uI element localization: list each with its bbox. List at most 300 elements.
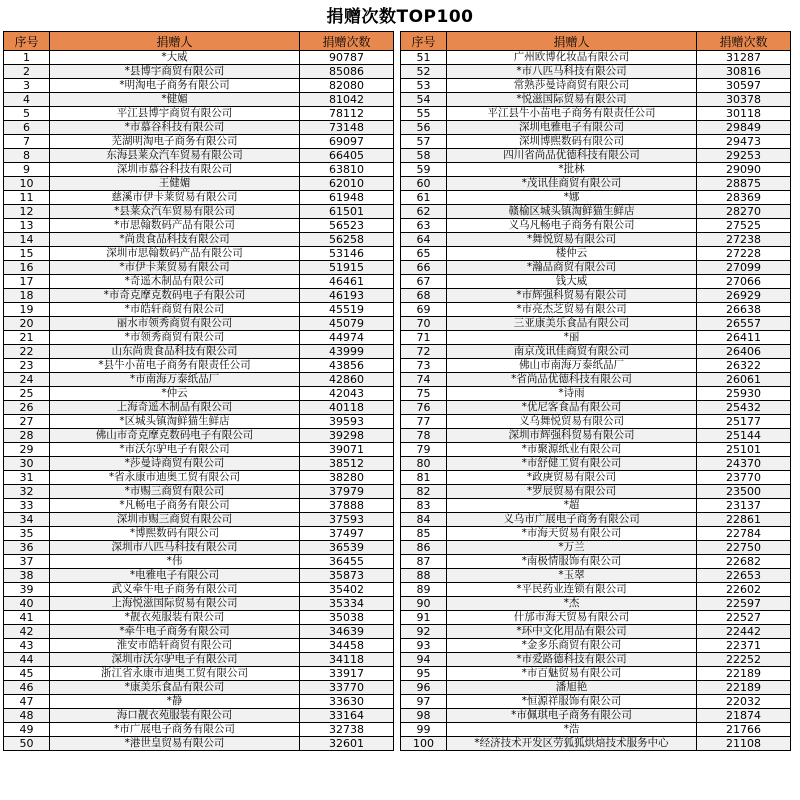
table-row — [401, 611, 791, 625]
donation-count-cell: 37979 — [300, 485, 394, 499]
donor-name-cell: *娜 — [447, 191, 697, 205]
donor-name-cell: *电雅电子有限公司 — [50, 569, 300, 583]
rank-cell: 58 — [401, 149, 447, 163]
table-row — [4, 107, 394, 121]
donation-table-right — [400, 31, 791, 751]
donation-count-cell: 30378 — [697, 93, 791, 107]
header-count: 捐赠次数 — [697, 32, 791, 51]
donation-count-cell: 22861 — [697, 513, 791, 527]
rank-cell: 1 — [4, 51, 50, 65]
table-row — [4, 471, 394, 485]
donor-name-cell: *市舒健工贸有限公司 — [447, 457, 697, 471]
donor-name-cell: *尚贵食品科技有限公司 — [50, 233, 300, 247]
rank-cell: 93 — [401, 639, 447, 653]
donation-count-cell: 22527 — [697, 611, 791, 625]
rank-cell: 3 — [4, 79, 50, 93]
rank-cell: 54 — [401, 93, 447, 107]
donation-count-cell: 42860 — [300, 373, 394, 387]
donation-count-cell: 33770 — [300, 681, 394, 695]
donor-name-cell: 义乌凡畅电子商务有限公司 — [447, 219, 697, 233]
donor-name-cell: 芜湖明淘电子商务有限公司 — [50, 135, 300, 149]
donor-name-cell: 常熟莎曼诗商贸有限公司 — [447, 79, 697, 93]
donor-name-cell: 淮安市皓轩商贸有限公司 — [50, 639, 300, 653]
table-row — [4, 387, 394, 401]
donation-count-cell: 51915 — [300, 261, 394, 275]
rank-cell: 59 — [401, 163, 447, 177]
donor-name-cell: *市佩琪电子商务有限公司 — [447, 709, 697, 723]
donation-count-cell: 44974 — [300, 331, 394, 345]
donor-name-cell: *健媚 — [50, 93, 300, 107]
table-row — [401, 79, 791, 93]
rank-cell: 82 — [401, 485, 447, 499]
donation-count-cell: 63810 — [300, 163, 394, 177]
table-row — [4, 709, 394, 723]
rank-cell: 63 — [401, 219, 447, 233]
donation-count-cell: 45519 — [300, 303, 394, 317]
table-row — [4, 303, 394, 317]
table-row — [401, 51, 791, 65]
donor-name-cell: *牵牛电子商务有限公司 — [50, 625, 300, 639]
table-row — [401, 219, 791, 233]
table-header-row — [401, 32, 791, 51]
rank-cell: 38 — [4, 569, 50, 583]
donation-count-cell: 22189 — [697, 667, 791, 681]
table-row — [401, 275, 791, 289]
donor-name-cell: *杰 — [447, 597, 697, 611]
donation-count-cell: 53146 — [300, 247, 394, 261]
rank-cell: 4 — [4, 93, 50, 107]
donor-name-cell: *诗雨 — [447, 387, 697, 401]
table-row — [4, 345, 394, 359]
donation-count-cell: 56258 — [300, 233, 394, 247]
table-row — [401, 149, 791, 163]
donation-count-cell: 26411 — [697, 331, 791, 345]
donation-count-cell: 32738 — [300, 723, 394, 737]
rank-cell: 17 — [4, 275, 50, 289]
donation-count-cell: 22252 — [697, 653, 791, 667]
rank-cell: 19 — [4, 303, 50, 317]
donor-name-cell: *南极情服饰有限公司 — [447, 555, 697, 569]
table-header-row — [4, 32, 394, 51]
rank-cell: 33 — [4, 499, 50, 513]
table-row — [401, 485, 791, 499]
donation-count-cell: 30118 — [697, 107, 791, 121]
rank-cell: 11 — [4, 191, 50, 205]
donor-name-cell: 上海奇遥木制品有限公司 — [50, 401, 300, 415]
rank-cell: 44 — [4, 653, 50, 667]
rank-cell: 74 — [401, 373, 447, 387]
donor-name-cell: *伟 — [50, 555, 300, 569]
table-row — [4, 625, 394, 639]
donor-name-cell: *金多乐商贸有限公司 — [447, 639, 697, 653]
donation-count-cell: 35873 — [300, 569, 394, 583]
donation-count-cell: 33164 — [300, 709, 394, 723]
table-row — [4, 247, 394, 261]
table-row — [4, 373, 394, 387]
rank-cell: 43 — [4, 639, 50, 653]
donation-count-cell: 22602 — [697, 583, 791, 597]
donor-name-cell: 三亚康美乐食品有限公司 — [447, 317, 697, 331]
rank-cell: 25 — [4, 387, 50, 401]
donation-count-cell: 90787 — [300, 51, 394, 65]
rank-cell: 76 — [401, 401, 447, 415]
rank-cell: 42 — [4, 625, 50, 639]
table-row — [4, 499, 394, 513]
rank-cell: 55 — [401, 107, 447, 121]
table-row — [401, 415, 791, 429]
rank-cell: 83 — [401, 499, 447, 513]
rank-cell: 5 — [4, 107, 50, 121]
donor-name-cell: 四川省尚品优德科技有限公司 — [447, 149, 697, 163]
rank-cell: 96 — [401, 681, 447, 695]
donation-count-cell: 27066 — [697, 275, 791, 289]
table-row — [4, 65, 394, 79]
donation-count-cell: 36455 — [300, 555, 394, 569]
rank-cell: 81 — [401, 471, 447, 485]
table-row — [401, 723, 791, 737]
rank-cell: 87 — [401, 555, 447, 569]
donation-count-cell: 56523 — [300, 219, 394, 233]
rank-cell: 51 — [401, 51, 447, 65]
rank-cell: 13 — [4, 219, 50, 233]
donation-count-cell: 85086 — [300, 65, 394, 79]
rank-cell: 40 — [4, 597, 50, 611]
donor-name-cell: *静 — [50, 695, 300, 709]
rank-cell: 99 — [401, 723, 447, 737]
header-donor: 捐赠人 — [447, 32, 697, 51]
table-row — [401, 359, 791, 373]
donor-name-cell: *恒源祥服饰有限公司 — [447, 695, 697, 709]
donor-name-cell: *平民药业连锁有限公司 — [447, 583, 697, 597]
rank-cell: 97 — [401, 695, 447, 709]
donor-name-cell: 佛山市南海万泰纸品厂 — [447, 359, 697, 373]
donor-name-cell: *玉翠 — [447, 569, 697, 583]
table-row — [4, 541, 394, 555]
rank-cell: 16 — [4, 261, 50, 275]
donor-name-cell: 深圳博熙数码有限公司 — [447, 135, 697, 149]
donation-count-cell: 21766 — [697, 723, 791, 737]
donor-name-cell: *经济技术开发区劳狐狐烘焙技术服务中心 — [447, 737, 697, 751]
table-row — [4, 121, 394, 135]
donation-count-cell: 21108 — [697, 737, 791, 751]
table-row — [401, 443, 791, 457]
rank-cell: 35 — [4, 527, 50, 541]
donation-count-cell: 62010 — [300, 177, 394, 191]
table-body-left — [4, 51, 394, 751]
donor-name-cell: *区城头镇淘鲜猫生鲜店 — [50, 415, 300, 429]
rank-cell: 34 — [4, 513, 50, 527]
donor-name-cell: 海口靓衣苑服装有限公司 — [50, 709, 300, 723]
table-row — [4, 555, 394, 569]
table-row — [4, 233, 394, 247]
donor-name-cell: 深圳市思翰数码产品有限公司 — [50, 247, 300, 261]
donor-name-cell: *瀚品商贸有限公司 — [447, 261, 697, 275]
donation-count-cell: 23500 — [697, 485, 791, 499]
table-body-right — [401, 51, 791, 751]
rank-cell: 66 — [401, 261, 447, 275]
donation-count-cell: 28369 — [697, 191, 791, 205]
rank-cell: 70 — [401, 317, 447, 331]
donor-name-cell: 楼仲云 — [447, 247, 697, 261]
table-row — [4, 737, 394, 751]
table-row — [4, 261, 394, 275]
table-row — [4, 79, 394, 93]
table-row — [4, 415, 394, 429]
table-row — [401, 569, 791, 583]
donor-name-cell: 广州欧博化妆品有限公司 — [447, 51, 697, 65]
rank-cell: 57 — [401, 135, 447, 149]
donor-name-cell: *大威 — [50, 51, 300, 65]
table-row — [4, 135, 394, 149]
table-row — [401, 653, 791, 667]
table-row — [4, 513, 394, 527]
donor-name-cell: 深圳电雅电子有限公司 — [447, 121, 697, 135]
donation-count-cell: 38280 — [300, 471, 394, 485]
donor-name-cell: 深圳市慕谷科技有限公司 — [50, 163, 300, 177]
donation-count-cell: 31287 — [697, 51, 791, 65]
table-row — [4, 527, 394, 541]
table-row — [401, 541, 791, 555]
table-row — [401, 373, 791, 387]
donor-name-cell: *明淘电子商务有限公司 — [50, 79, 300, 93]
donation-count-cell: 45079 — [300, 317, 394, 331]
rank-cell: 92 — [401, 625, 447, 639]
donation-count-cell: 23770 — [697, 471, 791, 485]
table-row — [401, 597, 791, 611]
table-row — [4, 667, 394, 681]
rank-cell: 65 — [401, 247, 447, 261]
donation-count-cell: 38512 — [300, 457, 394, 471]
donor-name-cell: *市海天贸易有限公司 — [447, 527, 697, 541]
rank-cell: 95 — [401, 667, 447, 681]
donor-name-cell: *省永康市迪奥工贸有限公司 — [50, 471, 300, 485]
donor-name-cell: *市聚源纸业有限公司 — [447, 443, 697, 457]
donor-name-cell: *超 — [447, 499, 697, 513]
table-row — [4, 485, 394, 499]
donor-name-cell: *舞悦贸易有限公司 — [447, 233, 697, 247]
donor-name-cell: 丽水市领秀商贸有限公司 — [50, 317, 300, 331]
donation-count-cell: 29849 — [697, 121, 791, 135]
donor-name-cell: *市领秀商贸有限公司 — [50, 331, 300, 345]
donor-name-cell: *政庚贸易有限公司 — [447, 471, 697, 485]
rank-cell: 31 — [4, 471, 50, 485]
donor-name-cell: 义乌市广展电子商务有限公司 — [447, 513, 697, 527]
table-row — [4, 149, 394, 163]
donation-count-cell: 61501 — [300, 205, 394, 219]
donor-name-cell: *康美乐食品有限公司 — [50, 681, 300, 695]
donation-count-cell: 34458 — [300, 639, 394, 653]
donor-name-cell: 山东尚贵食品科技有限公司 — [50, 345, 300, 359]
donation-count-cell: 43856 — [300, 359, 394, 373]
rank-cell: 32 — [4, 485, 50, 499]
table-row — [4, 639, 394, 653]
table-row — [401, 135, 791, 149]
rank-cell: 21 — [4, 331, 50, 345]
table-row — [4, 51, 394, 65]
table-row — [401, 205, 791, 219]
header-rank: 序号 — [401, 32, 447, 51]
rank-cell: 14 — [4, 233, 50, 247]
donor-name-cell: 南京茂讯佳商贸有限公司 — [447, 345, 697, 359]
donation-count-cell: 66405 — [300, 149, 394, 163]
rank-cell: 71 — [401, 331, 447, 345]
rank-cell: 6 — [4, 121, 50, 135]
rank-cell: 36 — [4, 541, 50, 555]
donation-count-cell: 35038 — [300, 611, 394, 625]
donor-name-cell: *港世皇贸易有限公司 — [50, 737, 300, 751]
donation-count-cell: 78112 — [300, 107, 394, 121]
rank-cell: 68 — [401, 289, 447, 303]
rank-cell: 61 — [401, 191, 447, 205]
donation-count-cell: 33917 — [300, 667, 394, 681]
table-row — [4, 289, 394, 303]
rank-cell: 29 — [4, 443, 50, 457]
table-row — [401, 695, 791, 709]
rank-cell: 73 — [401, 359, 447, 373]
donation-count-cell: 33630 — [300, 695, 394, 709]
rank-cell: 64 — [401, 233, 447, 247]
table-row — [401, 191, 791, 205]
table-row — [4, 317, 394, 331]
donation-count-cell: 27238 — [697, 233, 791, 247]
donor-name-cell: 浙江省永康市迪奥工贸有限公司 — [50, 667, 300, 681]
donor-name-cell: *市南海万泰纸品厂 — [50, 373, 300, 387]
donation-count-cell: 34118 — [300, 653, 394, 667]
rank-cell: 37 — [4, 555, 50, 569]
table-row — [401, 499, 791, 513]
donation-count-cell: 26406 — [697, 345, 791, 359]
donor-name-cell: *市爱路德科技有限公司 — [447, 653, 697, 667]
page-title: 捐赠次数TOP100 — [326, 7, 474, 27]
rank-cell: 23 — [4, 359, 50, 373]
header-rank: 序号 — [4, 32, 50, 51]
rank-cell: 72 — [401, 345, 447, 359]
donation-count-cell: 39593 — [300, 415, 394, 429]
table-row — [401, 107, 791, 121]
donation-count-cell: 29253 — [697, 149, 791, 163]
donation-count-cell: 26322 — [697, 359, 791, 373]
rank-cell: 84 — [401, 513, 447, 527]
rank-cell: 77 — [401, 415, 447, 429]
donation-count-cell: 21874 — [697, 709, 791, 723]
donation-count-cell: 29090 — [697, 163, 791, 177]
donation-count-cell: 26061 — [697, 373, 791, 387]
table-row — [401, 555, 791, 569]
donation-count-cell: 82080 — [300, 79, 394, 93]
donor-name-cell: *优尼客食品有限公司 — [447, 401, 697, 415]
rank-cell: 78 — [401, 429, 447, 443]
donation-count-cell: 29473 — [697, 135, 791, 149]
donor-name-cell: *市沃尔驴电子有限公司 — [50, 443, 300, 457]
table-row — [401, 387, 791, 401]
table-row — [401, 639, 791, 653]
table-row — [4, 219, 394, 233]
table-row — [4, 429, 394, 443]
donation-count-cell: 30816 — [697, 65, 791, 79]
table-row — [401, 317, 791, 331]
donation-count-cell: 22750 — [697, 541, 791, 555]
donation-count-cell: 24370 — [697, 457, 791, 471]
donor-name-cell: *省尚品优德科技有限公司 — [447, 373, 697, 387]
table-row — [4, 331, 394, 345]
donor-name-cell: 佛山市奇克摩克数码电子有限公司 — [50, 429, 300, 443]
table-row — [401, 247, 791, 261]
rank-cell: 12 — [4, 205, 50, 219]
table-row — [4, 681, 394, 695]
table-row — [4, 583, 394, 597]
donation-count-cell: 61948 — [300, 191, 394, 205]
donor-name-cell: *莎曼诗商贸有限公司 — [50, 457, 300, 471]
rank-cell: 91 — [401, 611, 447, 625]
donor-name-cell: 上海悦滋国际贸易有限公司 — [50, 597, 300, 611]
rank-cell: 24 — [4, 373, 50, 387]
donation-count-cell: 22653 — [697, 569, 791, 583]
table-row — [401, 345, 791, 359]
rank-cell: 67 — [401, 275, 447, 289]
donation-count-cell: 26929 — [697, 289, 791, 303]
table-row — [401, 681, 791, 695]
donation-count-cell: 22784 — [697, 527, 791, 541]
donor-name-cell: 平江县博宇商贸有限公司 — [50, 107, 300, 121]
donation-count-cell: 25177 — [697, 415, 791, 429]
donor-name-cell: 深圳市辉强科贸易有限公司 — [447, 429, 697, 443]
rank-cell: 60 — [401, 177, 447, 191]
table-row — [4, 93, 394, 107]
rank-cell: 52 — [401, 65, 447, 79]
rank-cell: 90 — [401, 597, 447, 611]
donation-count-cell: 30597 — [697, 79, 791, 93]
rank-cell: 53 — [401, 79, 447, 93]
table-row — [401, 163, 791, 177]
donor-name-cell: *靓衣苑服装有限公司 — [50, 611, 300, 625]
donor-name-cell: *环中文化用品有限公司 — [447, 625, 697, 639]
donation-table-left — [3, 31, 394, 751]
rank-cell: 48 — [4, 709, 50, 723]
donation-count-cell: 73148 — [300, 121, 394, 135]
rank-cell: 45 — [4, 667, 50, 681]
donor-name-cell: *市辉强科贸易有限公司 — [447, 289, 697, 303]
rank-cell: 100 — [401, 737, 447, 751]
table-row — [401, 513, 791, 527]
donor-name-cell: 东海县莱众汽车贸易有限公司 — [50, 149, 300, 163]
donation-count-cell: 27099 — [697, 261, 791, 275]
rank-cell: 41 — [4, 611, 50, 625]
donor-name-cell: 深圳市沃尔驴电子有限公司 — [50, 653, 300, 667]
donation-count-cell: 27525 — [697, 219, 791, 233]
donor-name-cell: *市思翰数码产品有限公司 — [50, 219, 300, 233]
donor-name-cell: 深圳市赐三商贸有限公司 — [50, 513, 300, 527]
donor-name-cell: *市皓轩商贸有限公司 — [50, 303, 300, 317]
donor-name-cell: 平江县牛小苗电子商务有限责任公司 — [447, 107, 697, 121]
donation-count-cell: 22189 — [697, 681, 791, 695]
donation-count-cell: 26557 — [697, 317, 791, 331]
rank-cell: 75 — [401, 387, 447, 401]
rank-cell: 94 — [401, 653, 447, 667]
donation-count-cell: 37497 — [300, 527, 394, 541]
rank-cell: 80 — [401, 457, 447, 471]
rank-cell: 89 — [401, 583, 447, 597]
table-row — [4, 723, 394, 737]
table-row — [401, 625, 791, 639]
donation-count-cell: 46461 — [300, 275, 394, 289]
donor-name-cell: *凡畅电子商务有限公司 — [50, 499, 300, 513]
donor-name-cell: *县莱众汽车贸易有限公司 — [50, 205, 300, 219]
donation-count-cell: 34639 — [300, 625, 394, 639]
donor-name-cell: *市百魅贸易有限公司 — [447, 667, 697, 681]
rank-cell: 8 — [4, 149, 50, 163]
table-row — [4, 205, 394, 219]
rank-cell: 28 — [4, 429, 50, 443]
